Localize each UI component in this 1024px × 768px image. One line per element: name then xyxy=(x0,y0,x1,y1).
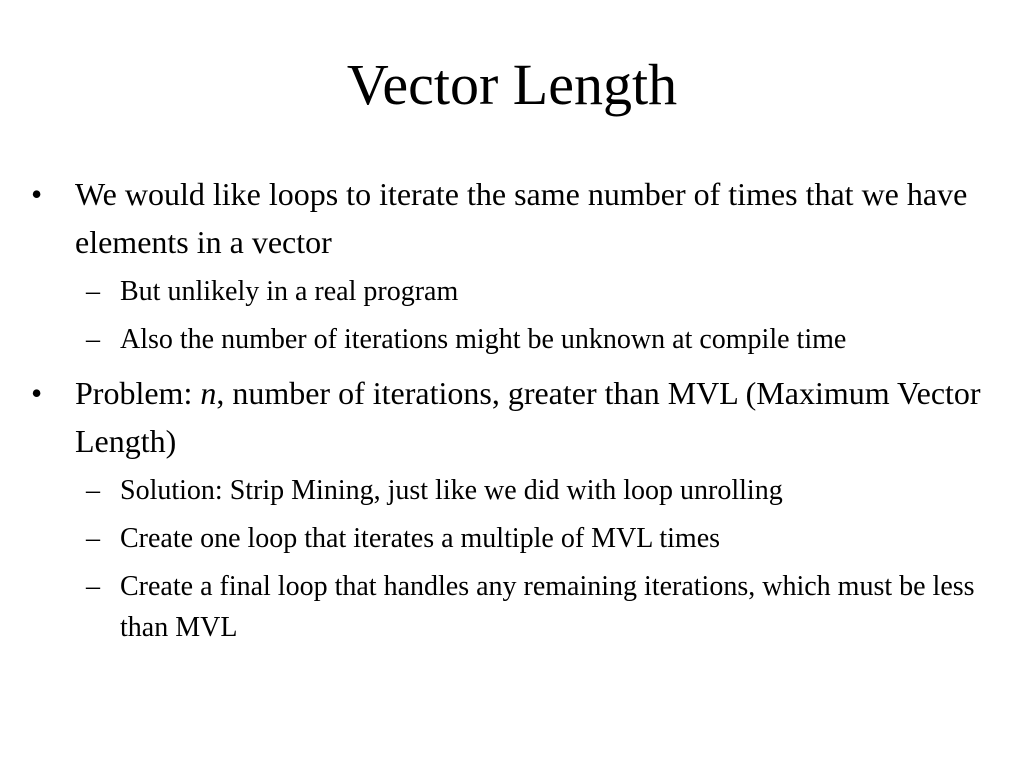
sub-marker: – xyxy=(86,324,100,355)
sub-text: Solution: Strip Mining, just like we did with loop unrolling xyxy=(120,475,783,506)
bullet-text-prefix: Problem: xyxy=(75,375,201,411)
bullet-text: We would like loops to iterate the same number of times that we have elements in a vector xyxy=(75,176,968,260)
sub-text: Also the number of iterations might be unknown at compile time xyxy=(120,324,847,355)
bullet-marker: • xyxy=(31,176,43,212)
sub-list xyxy=(0,271,1024,360)
bullet-item xyxy=(0,170,1024,266)
sub-marker: – xyxy=(86,571,100,602)
sub-marker: – xyxy=(86,523,100,554)
sub-list xyxy=(0,470,1024,648)
sub-item xyxy=(0,271,1024,312)
sub-marker: – xyxy=(86,276,100,307)
sub-item xyxy=(0,518,1024,559)
bullet-text-suffix: , number of iterations, greater than MVL (Maximum Vector Length) xyxy=(75,375,981,459)
slide-title: Vector Length xyxy=(346,52,678,117)
bullet-item xyxy=(0,369,1024,465)
sub-text: Create a final loop that handles any remaining iterations, which must be less than MVL xyxy=(120,571,975,643)
sub-marker: – xyxy=(86,475,100,506)
bullet-text-italic: n xyxy=(200,375,217,411)
sub-text: Create one loop that iterates a multiple of MVL times xyxy=(120,523,721,554)
sub-item xyxy=(0,470,1024,511)
bullet-marker: • xyxy=(31,375,43,411)
sub-item xyxy=(0,319,1024,360)
sub-text: But unlikely in a real program xyxy=(120,276,459,307)
slide-content xyxy=(0,170,1024,655)
sub-item xyxy=(0,566,1024,648)
